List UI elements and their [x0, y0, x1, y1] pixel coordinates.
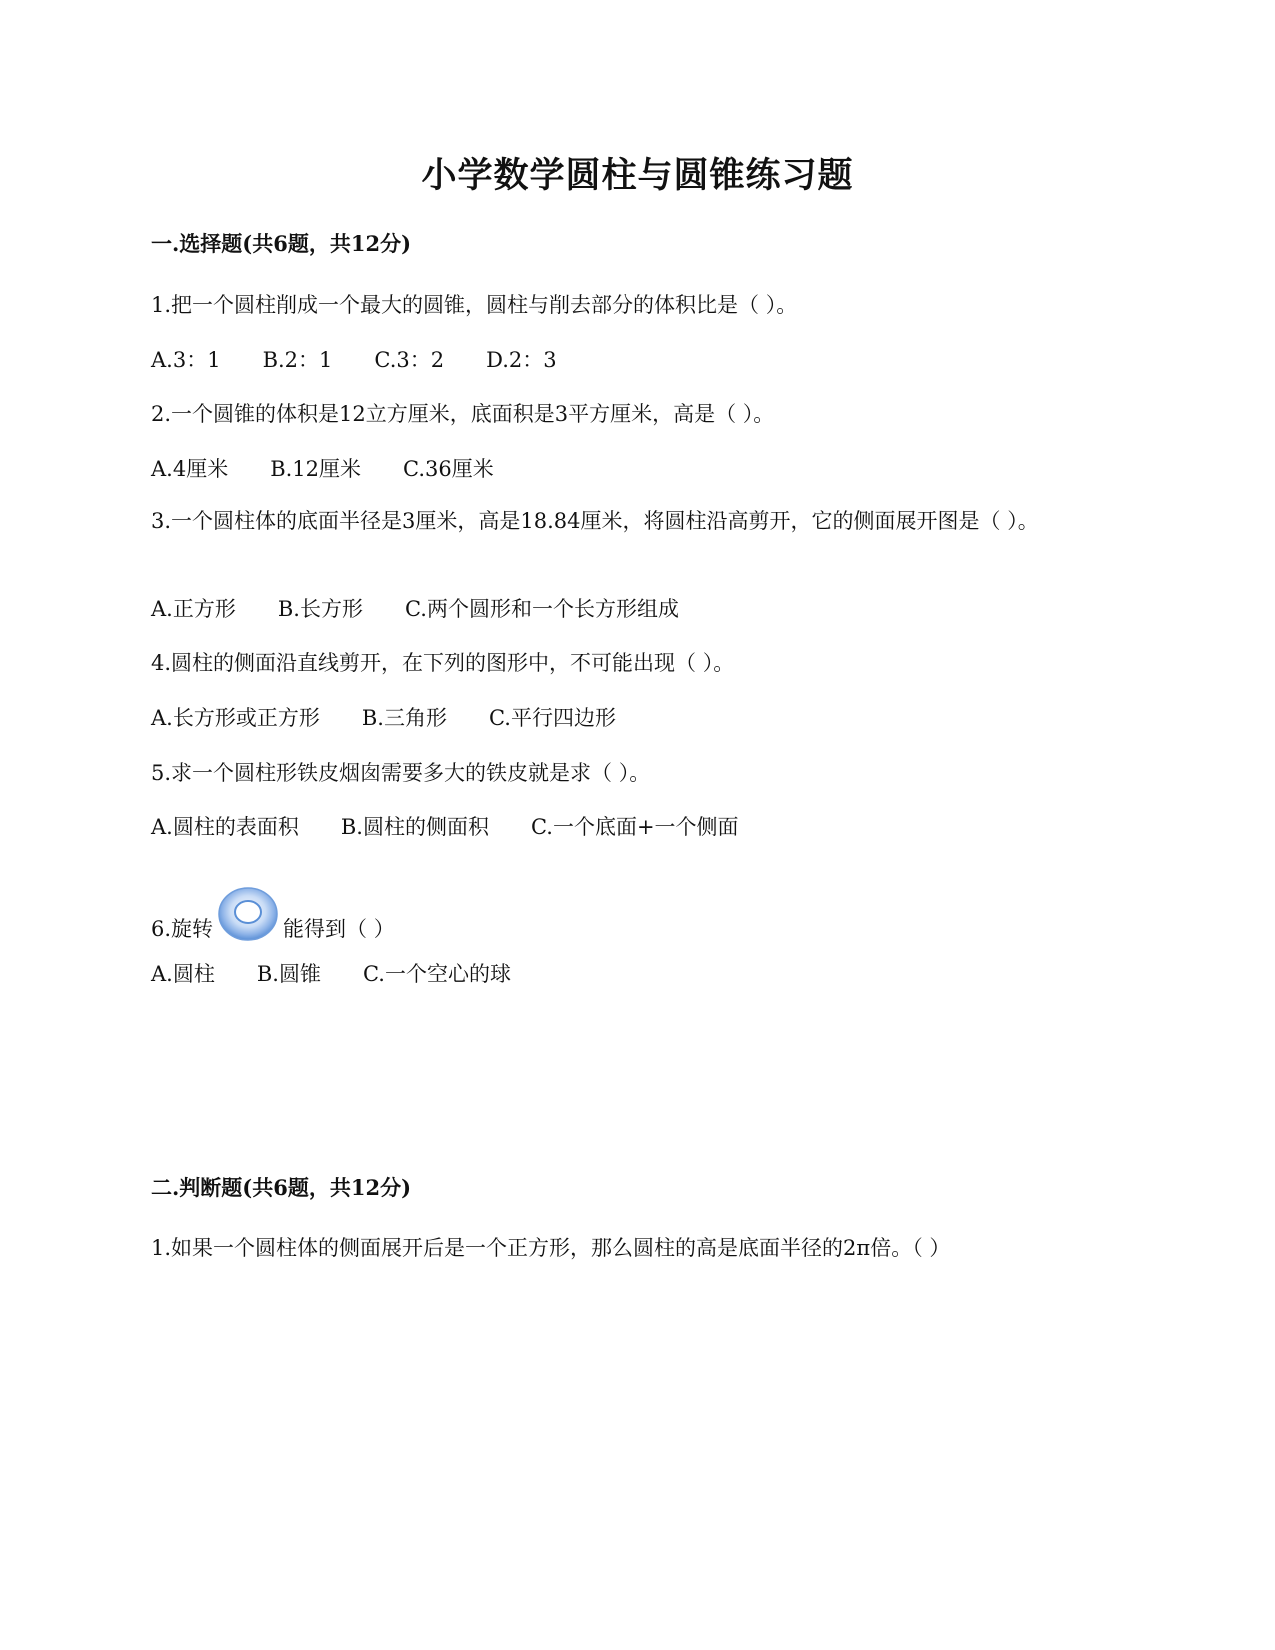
option-b: B.12厘米 — [270, 457, 362, 481]
question-6-text-before: 6.旋转 — [151, 917, 214, 941]
option-c: C.平行四边形 — [488, 706, 616, 730]
ring-icon — [217, 886, 279, 944]
option-c: C.36厘米 — [403, 457, 494, 481]
option-c: C.一个空心的球 — [362, 962, 511, 986]
question-6-text-after: 能得到（ ） — [283, 917, 395, 941]
question-1-text: 1.把一个圆柱削成一个最大的圆锥，圆柱与削去部分的体积比是（ ）。 — [151, 293, 798, 317]
option-b: B.圆锥 — [256, 962, 321, 986]
question-6-text — [151, 886, 395, 944]
question-1-options — [151, 344, 599, 374]
judgement-question-1-text: 1.如果一个圆柱体的侧面展开后是一个正方形，那么圆柱的高是底面半径的2π倍。（ ） — [151, 1236, 951, 1260]
question-6-options — [151, 958, 553, 988]
question-2-text: 2.一个圆锥的体积是12立方厘米，底面积是3平方厘米，高是（ ）。 — [151, 402, 775, 426]
option-a: A.圆柱 — [151, 962, 215, 986]
question-4-text: 4.圆柱的侧面沿直线剪开，在下列的图形中，不可能出现（ ）。 — [151, 651, 735, 675]
page-title: 小学数学圆柱与圆锥练习题 — [421, 155, 854, 196]
option-a: A.圆柱的表面积 — [151, 815, 299, 839]
option-b: B.三角形 — [361, 706, 447, 730]
option-a: A.长方形或正方形 — [151, 706, 320, 730]
option-a: A.3：1 — [151, 348, 221, 372]
question-2-options — [151, 453, 536, 483]
section-heading-choice: 一.选择题(共6题，共12分) — [151, 231, 412, 256]
question-5-options — [151, 811, 781, 841]
option-d: D.2：3 — [486, 348, 557, 372]
question-5-text: 5.求一个圆柱形铁皮烟囱需要多大的铁皮就是求（ ）。 — [151, 761, 651, 785]
option-c: C.两个圆形和一个长方形组成 — [404, 597, 679, 621]
question-3-options — [151, 593, 721, 623]
option-b: B.2：1 — [262, 348, 333, 372]
option-b: B.圆柱的侧面积 — [340, 815, 489, 839]
option-a: A.4厘米 — [151, 457, 229, 481]
option-b: B.长方形 — [277, 597, 363, 621]
option-c: C.一个底面+一个侧面 — [530, 815, 739, 839]
section-heading-judgement: 二.判断题(共6题，共12分) — [151, 1175, 412, 1200]
option-c: C.3：2 — [374, 348, 445, 372]
question-3-text: 3.一个圆柱体的底面半径是3厘米，高是18.84厘米，将圆柱沿高剪开，它的侧面展开图是（ ）。 — [151, 509, 1039, 533]
question-4-options — [151, 702, 658, 732]
option-a: A.正方形 — [151, 597, 236, 621]
